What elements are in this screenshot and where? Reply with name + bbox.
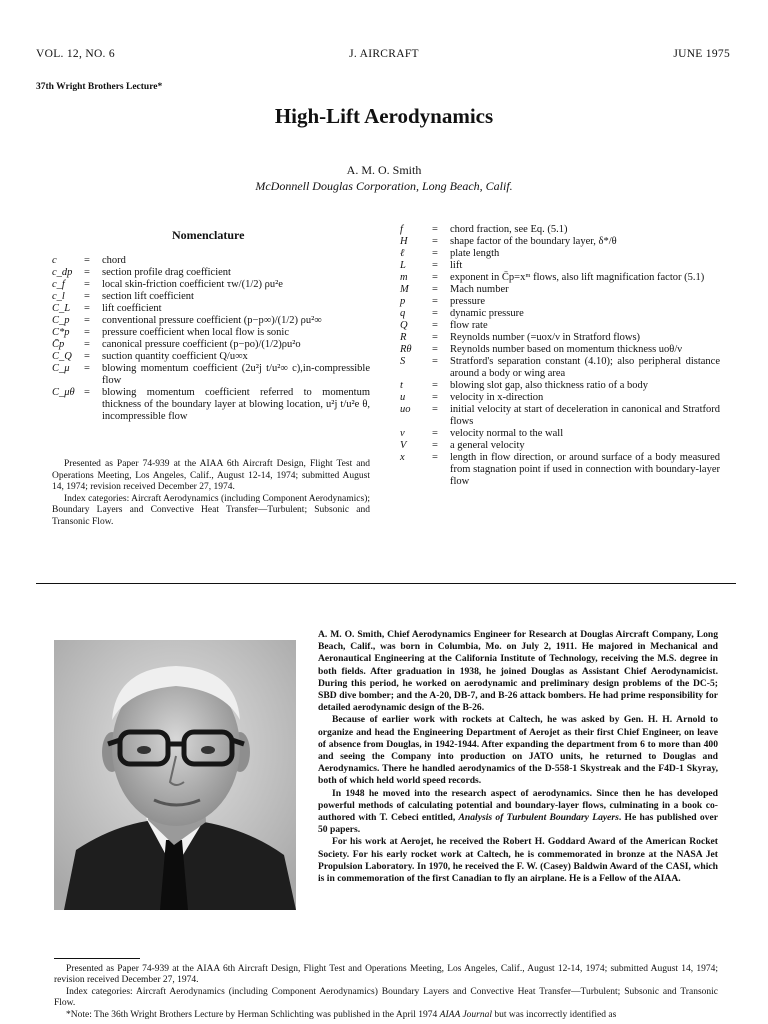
nomenclature-symbol: f — [400, 224, 403, 235]
footnote-paragraph: Index categories: Aircraft Aerodynamics (including Component Aerodynamics); Boundary Layers and Convective Heat Transfer—Turbulent; Subsonic and Transonic Flow. — [52, 493, 370, 527]
nomenclature-entry: L = lift — [400, 260, 463, 271]
nomenclature-right-list — [400, 224, 720, 488]
nomenclature-entry: x = length in flow direction, or around surface of a body measured from stagnation point if used in connection with boundary-layer flow — [400, 452, 720, 487]
footnote-paragraph: *Note: The 36th Wright Brothers Lecture by Herman Schlichting was published in the April 1974 AIAA Journal but was incorrectly identified as — [66, 1009, 617, 1020]
author-name: A. M. O. Smith — [346, 163, 422, 177]
nomenclature-symbol: c — [52, 255, 57, 266]
nomenclature-symbol: R — [400, 332, 407, 343]
nomenclature-entry: c = chord — [52, 255, 126, 266]
nomenclature-entry: C*p = pressure coefficient when local flow is sonic — [52, 327, 289, 338]
nomenclature-entry: f = chord fraction, see Eq. (5.1) — [400, 224, 568, 235]
nomenclature-entry: uo = initial velocity at start of deceleration in canonical and Stratford flows — [400, 404, 720, 427]
nomenclature-entry: t = blowing slot gap, also thickness ratio of a body — [400, 380, 649, 391]
nomenclature-symbol: u — [400, 392, 406, 403]
journal-reference: AIAA Journal — [439, 1009, 493, 1020]
left-footnote — [52, 459, 370, 528]
nomenclature-symbol: C_μ — [52, 363, 70, 374]
nomenclature-entry: C_Q = suction quantity coefficient Q/u∞x — [52, 351, 248, 362]
bio-paragraph: For his work at Aerojet, he received the Robert H. Goddard Award of the American Rocket Society. For his early rocket work at Caltech, he is commemorated in bronze at the NASA Jet Propulsion Laboratory. In 1970, he received the F. W. (Casey) Baldwin Award of the CASI, which is in commemoration of the first Canadian to fly an airplane. He is a Fellow of the AIAA. — [318, 836, 718, 885]
nomenclature-symbol: c_f — [52, 279, 65, 290]
nomenclature-entry: C_μ = blowing momentum coefficient (2u²j t/u²∞ c),in-compressible flow — [52, 363, 370, 386]
nomenclature-symbol: c_dp — [52, 267, 73, 278]
nomenclature-symbol: C_Q — [52, 351, 72, 362]
nomenclature-entry: p = pressure — [400, 296, 485, 307]
nomenclature-heading: Nomenclature — [172, 228, 245, 242]
nomenclature-symbol: m — [400, 272, 408, 283]
nomenclature-symbol: c_l — [52, 291, 65, 302]
nomenclature-symbol: V — [400, 440, 407, 451]
bottom-footnote — [54, 964, 718, 1021]
nomenclature-symbol: H — [400, 236, 408, 247]
nomenclature-symbol: Rθ — [400, 344, 412, 355]
nomenclature-symbol: L — [400, 260, 406, 271]
nomenclature-entry: V = a general velocity — [400, 440, 525, 451]
nomenclature-entry: M = Mach number — [400, 284, 509, 295]
book-title: Analysis of Turbulent Boundary Layers — [458, 812, 619, 824]
nomenclature-symbol: C_p — [52, 315, 70, 326]
nomenclature-entry: ℓ = plate length — [400, 248, 500, 259]
author-affiliation: McDonnell Douglas Corporation, Long Beach, Calif. — [255, 179, 513, 193]
bio-paragraph: In 1948 he moved into the research aspect of aerodynamics. Since then he has developed powerful methods of calculating potential and boundary-layer flows, culminating in a book co-authored with T. Cebeci entitled, Analysis of Turbulent Boundary Layers. He has published over 50 papers. — [318, 787, 718, 836]
journal-date: JUNE 1975 — [673, 48, 730, 60]
nomenclature-entry: C_L = lift coefficient — [52, 303, 162, 314]
author-portrait — [54, 640, 296, 910]
nomenclature-entry: c_f = local skin-friction coefficient τw/(1/2) ρu²e — [52, 279, 283, 290]
nomenclature-symbol: t — [400, 380, 403, 391]
nomenclature-entry: C_p = conventional pressure coefficient (p−p∞)/(1/2) ρu²∞ — [52, 315, 322, 326]
nomenclature-symbol: uo — [400, 404, 411, 415]
nomenclature-entry: R = Reynolds number (=uox/ν in Stratford flows) — [400, 332, 641, 343]
nomenclature-left-list — [52, 255, 370, 423]
nomenclature-entry: C_μθ = blowing momentum coefficient referred to momentum thickness of the boundary layer at blowing location, u²j t/u²e θ, incompressible flow — [52, 387, 370, 422]
nomenclature-symbol: q — [400, 308, 406, 319]
author-biography — [318, 629, 718, 885]
nomenclature-symbol: p — [400, 296, 406, 307]
nomenclature-symbol: v — [400, 428, 405, 439]
nomenclature-symbol: Q — [400, 320, 408, 331]
nomenclature-symbol: ℓ — [400, 248, 405, 259]
nomenclature-entry: H = shape factor of the boundary layer, δ*/θ — [400, 236, 617, 247]
paper-title: High-Lift Aerodynamics — [274, 104, 494, 128]
nomenclature-symbol: C_μθ — [52, 387, 75, 398]
bio-paragraph: A. M. O. Smith, Chief Aerodynamics Engineer for Research at Douglas Aircraft Company, Long Beach, Calif., was born in Columbia, Mo. on July 2, 1911. He majored in Mechanical and Aeronautical Engineering at the California Institute of Technology, receiving the M.S. degree in both fields. After graduation in 1938, he joined Douglas as Assistant Chief Aerodynamicist. During this period, he worked on aerodynamic and preliminary design problems of the DC-5; SBD dive bomber; and the A-20, DB-7, and B-26 attack bombers. He had prime responsibility for detailed aerodynamic design of the B-26. — [318, 629, 718, 714]
nomenclature-symbol: S — [400, 356, 406, 367]
nomenclature-symbol: M — [400, 284, 409, 295]
bio-paragraph: Because of earlier work with rockets at Caltech, he was asked by Gen. H. H. Arnold to organize and head the Engineering Department of Aerojet as their first Chief Engineer, on leave of absence from Douglas, in 1942-1944. After expanding the department from 6 to more than 400 and seeing the Company into production on JATO units, he returned to Douglas and Aerodynamics. There he handled aerodynamics of the D-558-1 Skystreak and the F4D-1 Skyray, both of which held world speed records. — [318, 714, 718, 787]
footnote-paragraph: Presented as Paper 74-939 at the AIAA 6th Aircraft Design, Flight Test and Operations Meeting, Los Angeles, Calif., August 12-14, 1974; submitted August 14, 1974; revision received December 27, 1974. — [54, 964, 718, 986]
journal-name: J. AIRCRAFT — [349, 48, 419, 60]
nomenclature-entry: v = velocity normal to the wall — [400, 428, 564, 439]
nomenclature-symbol: x — [400, 452, 405, 463]
journal-volume: VOL. 12, NO. 6 — [36, 48, 115, 60]
footnote-rule — [54, 958, 140, 959]
nomenclature-entry: u = velocity in x-direction — [400, 392, 544, 403]
nomenclature-symbol: C*p — [52, 327, 70, 338]
nomenclature-entry: Rθ = Reynolds number based on momentum thickness uoθ/ν — [400, 344, 682, 355]
nomenclature-entry: c_dp = section profile drag coefficient — [52, 267, 231, 278]
section-divider — [36, 583, 736, 584]
nomenclature-entry: c_l = section lift coefficient — [52, 291, 194, 302]
nomenclature-entry: C̄p = canonical pressure coefficient (p−po)/(1/2)ρu²o — [52, 339, 301, 350]
nomenclature-entry: q = dynamic pressure — [400, 308, 524, 319]
nomenclature-entry: S = Stratford's separation constant (4.10); also peripheral distance around a body or wing area — [400, 356, 720, 379]
nomenclature-entry: Q = flow rate — [400, 320, 488, 331]
lecture-label: 37th Wright Brothers Lecture* — [36, 82, 163, 92]
footnote-paragraph: Index categories: Aircraft Aerodynamics (including Component Aerodynamics) Boundary Layers and Convective Heat Transfer—Turbulent; Subsonic and Transonic Flow. — [54, 986, 718, 1009]
nomenclature-symbol: C̄p — [52, 339, 65, 350]
footnote-paragraph: Presented as Paper 74-939 at the AIAA 6th Aircraft Design, Flight Test and Operations Meeting, Los Angeles, Calif., August 12-14, 1974; submitted August 14, 1974; revision received December 27, 1974. — [52, 459, 370, 492]
nomenclature-symbol: C_L — [52, 303, 71, 314]
nomenclature-entry: m = exponent in C̄p=xᵐ flows, also lift magnification factor (5.1) — [400, 272, 705, 283]
